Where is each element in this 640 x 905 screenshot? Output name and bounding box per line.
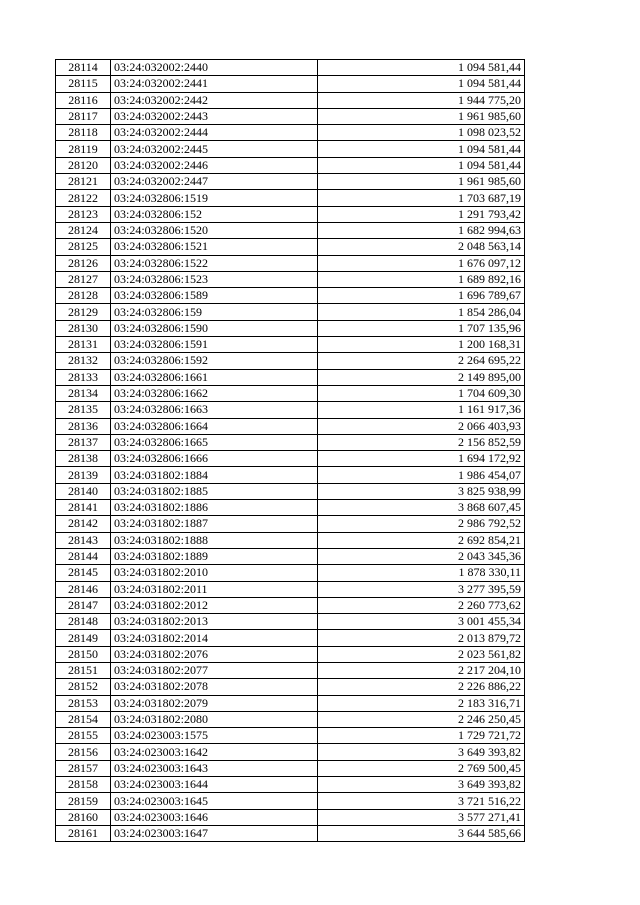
table-row (56, 483, 525, 499)
cadastral-value-cell: 2 246 250,45 (318, 711, 525, 727)
row-number-cell: 28130 (56, 320, 111, 336)
cadastral-value-cell: 1 729 721,72 (318, 728, 525, 744)
table-row (56, 60, 525, 76)
table-row (56, 402, 525, 418)
cadastral-value-cell: 3 868 607,45 (318, 500, 525, 516)
cadastral-number-cell: 03:24:032002:2446 (111, 157, 318, 173)
table-row (56, 809, 525, 825)
cadastral-number-cell: 03:24:031802:1885 (111, 483, 318, 499)
table-row (56, 679, 525, 695)
table-row (56, 825, 525, 841)
cadastral-number-cell: 03:24:032806:1661 (111, 369, 318, 385)
table-row (56, 467, 525, 483)
cadastral-number-cell: 03:24:031802:2079 (111, 695, 318, 711)
cadastral-value-cell: 2 183 316,71 (318, 695, 525, 711)
cadastral-value-cell: 2 023 561,82 (318, 646, 525, 662)
table-row (56, 565, 525, 581)
cadastral-number-cell: 03:24:031802:2080 (111, 711, 318, 727)
row-number-cell: 28149 (56, 630, 111, 646)
table-row (56, 418, 525, 434)
cadastral-number-cell: 03:24:031802:1889 (111, 548, 318, 564)
cadastral-number-cell: 03:24:032806:1662 (111, 385, 318, 401)
row-number-cell: 28157 (56, 760, 111, 776)
cadastral-number-cell: 03:24:031802:2012 (111, 597, 318, 613)
row-number-cell: 28133 (56, 369, 111, 385)
data-table (55, 59, 525, 842)
cadastral-value-cell: 1 694 172,92 (318, 451, 525, 467)
cadastral-value-cell: 1 676 097,12 (318, 255, 525, 271)
cadastral-number-cell: 03:24:032002:2441 (111, 76, 318, 92)
row-number-cell: 28151 (56, 662, 111, 678)
table-row (56, 141, 525, 157)
table-row (56, 222, 525, 238)
cadastral-number-cell: 03:24:032806:1521 (111, 239, 318, 255)
table-row (56, 369, 525, 385)
cadastral-number-cell: 03:24:032806:152 (111, 206, 318, 222)
table-row (56, 516, 525, 532)
cadastral-number-cell: 03:24:031802:2076 (111, 646, 318, 662)
cadastral-value-cell: 1 986 454,07 (318, 467, 525, 483)
row-number-cell: 28115 (56, 76, 111, 92)
cadastral-number-cell: 03:24:032806:1522 (111, 255, 318, 271)
row-number-cell: 28148 (56, 614, 111, 630)
row-number-cell: 28120 (56, 157, 111, 173)
cadastral-value-cell: 3 649 393,82 (318, 744, 525, 760)
cadastral-number-cell: 03:24:031802:2014 (111, 630, 318, 646)
cadastral-number-cell: 03:24:032002:2444 (111, 125, 318, 141)
cadastral-value-cell: 2 986 792,52 (318, 516, 525, 532)
row-number-cell: 28150 (56, 646, 111, 662)
row-number-cell: 28160 (56, 809, 111, 825)
row-number-cell: 28143 (56, 532, 111, 548)
table-row (56, 320, 525, 336)
row-number-cell: 28128 (56, 288, 111, 304)
row-number-cell: 28146 (56, 581, 111, 597)
cadastral-value-cell: 2 066 403,93 (318, 418, 525, 434)
row-number-cell: 28147 (56, 597, 111, 613)
table-row (56, 500, 525, 516)
cadastral-value-cell: 3 001 455,34 (318, 614, 525, 630)
cadastral-value-cell: 1 094 581,44 (318, 141, 525, 157)
cadastral-value-cell: 1 161 917,36 (318, 402, 525, 418)
cadastral-number-cell: 03:24:031802:1887 (111, 516, 318, 532)
row-number-cell: 28136 (56, 418, 111, 434)
row-number-cell: 28144 (56, 548, 111, 564)
row-number-cell: 28154 (56, 711, 111, 727)
cadastral-number-cell: 03:24:032806:1523 (111, 271, 318, 287)
table-row (56, 157, 525, 173)
cadastral-value-cell: 1 682 994,63 (318, 222, 525, 238)
cadastral-value-cell: 2 149 895,00 (318, 369, 525, 385)
table-row (56, 711, 525, 727)
cadastral-number-cell: 03:24:031802:2078 (111, 679, 318, 695)
cadastral-value-cell: 2 226 886,22 (318, 679, 525, 695)
cadastral-value-cell: 1 094 581,44 (318, 60, 525, 76)
cadastral-value-cell: 1 696 789,67 (318, 288, 525, 304)
row-number-cell: 28131 (56, 337, 111, 353)
cadastral-value-cell: 1 704 609,30 (318, 385, 525, 401)
cadastral-value-cell: 1 094 581,44 (318, 76, 525, 92)
table-row (56, 108, 525, 124)
cadastral-number-cell: 03:24:032806:1590 (111, 320, 318, 336)
table-row (56, 695, 525, 711)
row-number-cell: 28159 (56, 793, 111, 809)
cadastral-number-cell: 03:24:023003:1642 (111, 744, 318, 760)
cadastral-value-cell: 2 043 345,36 (318, 548, 525, 564)
row-number-cell: 28153 (56, 695, 111, 711)
cadastral-number-cell: 03:24:023003:1643 (111, 760, 318, 776)
table-row (56, 206, 525, 222)
cadastral-number-cell: 03:24:032002:2442 (111, 92, 318, 108)
cadastral-value-cell: 1 689 892,16 (318, 271, 525, 287)
cadastral-value-cell: 3 825 938,99 (318, 483, 525, 499)
table-row (56, 190, 525, 206)
cadastral-number-cell: 03:24:023003:1575 (111, 728, 318, 744)
table-row (56, 337, 525, 353)
cadastral-value-cell: 1 961 985,60 (318, 108, 525, 124)
cadastral-number-cell: 03:24:032806:1519 (111, 190, 318, 206)
cadastral-value-cell: 1 878 330,11 (318, 565, 525, 581)
row-number-cell: 28121 (56, 174, 111, 190)
row-number-cell: 28117 (56, 108, 111, 124)
table-row (56, 353, 525, 369)
row-number-cell: 28155 (56, 728, 111, 744)
table-row (56, 92, 525, 108)
cadastral-value-cell: 1 707 135,96 (318, 320, 525, 336)
row-number-cell: 28161 (56, 825, 111, 841)
cadastral-value-cell: 1 291 793,42 (318, 206, 525, 222)
cadastral-number-cell: 03:24:031802:2010 (111, 565, 318, 581)
table-row (56, 76, 525, 92)
table-row (56, 760, 525, 776)
cadastral-number-cell: 03:24:023003:1645 (111, 793, 318, 809)
row-number-cell: 28125 (56, 239, 111, 255)
table-row (56, 532, 525, 548)
row-number-cell: 28141 (56, 500, 111, 516)
cadastral-value-cell: 1 094 581,44 (318, 157, 525, 173)
table-row (56, 451, 525, 467)
cadastral-value-cell: 2 217 204,10 (318, 662, 525, 678)
cadastral-value-cell: 3 649 393,82 (318, 777, 525, 793)
table-row (56, 728, 525, 744)
table-row (56, 630, 525, 646)
cadastral-number-cell: 03:24:032002:2443 (111, 108, 318, 124)
table-row (56, 548, 525, 564)
table-row (56, 793, 525, 809)
table-row (56, 777, 525, 793)
cadastral-value-cell: 1 961 985,60 (318, 174, 525, 190)
cadastral-value-cell: 3 644 585,66 (318, 825, 525, 841)
table-row (56, 662, 525, 678)
cadastral-value-cell: 2 769 500,45 (318, 760, 525, 776)
cadastral-value-cell: 2 048 563,14 (318, 239, 525, 255)
table-row (56, 614, 525, 630)
cadastral-value-cell: 2 260 773,62 (318, 597, 525, 613)
cadastral-value-cell: 3 577 271,41 (318, 809, 525, 825)
cadastral-value-cell: 2 156 852,59 (318, 434, 525, 450)
cadastral-number-cell: 03:24:031802:1888 (111, 532, 318, 548)
cadastral-number-cell: 03:24:032002:2447 (111, 174, 318, 190)
row-number-cell: 28127 (56, 271, 111, 287)
cadastral-value-cell: 2 264 695,22 (318, 353, 525, 369)
row-number-cell: 28134 (56, 385, 111, 401)
cadastral-number-cell: 03:24:031802:2011 (111, 581, 318, 597)
cadastral-number-cell: 03:24:032806:1665 (111, 434, 318, 450)
cadastral-number-cell: 03:24:032806:1664 (111, 418, 318, 434)
cadastral-value-cell: 1 200 168,31 (318, 337, 525, 353)
cadastral-number-cell: 03:24:032806:159 (111, 304, 318, 320)
row-number-cell: 28129 (56, 304, 111, 320)
table-row (56, 271, 525, 287)
cadastral-number-cell: 03:24:032806:1666 (111, 451, 318, 467)
cadastral-value-cell: 1 944 775,20 (318, 92, 525, 108)
row-number-cell: 28132 (56, 353, 111, 369)
row-number-cell: 28145 (56, 565, 111, 581)
table-row (56, 125, 525, 141)
cadastral-number-cell: 03:24:032806:1591 (111, 337, 318, 353)
row-number-cell: 28138 (56, 451, 111, 467)
table-row (56, 174, 525, 190)
table-row (56, 288, 525, 304)
row-number-cell: 28124 (56, 222, 111, 238)
table-body (56, 60, 525, 842)
row-number-cell: 28142 (56, 516, 111, 532)
cadastral-number-cell: 03:24:031802:1884 (111, 467, 318, 483)
row-number-cell: 28158 (56, 777, 111, 793)
row-number-cell: 28116 (56, 92, 111, 108)
cadastral-value-cell: 1 854 286,04 (318, 304, 525, 320)
cadastral-value-cell: 2 013 879,72 (318, 630, 525, 646)
table-row (56, 581, 525, 597)
row-number-cell: 28135 (56, 402, 111, 418)
cadastral-number-cell: 03:24:023003:1646 (111, 809, 318, 825)
row-number-cell: 28156 (56, 744, 111, 760)
cadastral-value-cell: 1 703 687,19 (318, 190, 525, 206)
cadastral-value-cell: 3 277 395,59 (318, 581, 525, 597)
row-number-cell: 28122 (56, 190, 111, 206)
cadastral-number-cell: 03:24:032002:2445 (111, 141, 318, 157)
table-row (56, 304, 525, 320)
row-number-cell: 28152 (56, 679, 111, 695)
table-row (56, 744, 525, 760)
cadastral-value-cell: 1 098 023,52 (318, 125, 525, 141)
row-number-cell: 28126 (56, 255, 111, 271)
row-number-cell: 28137 (56, 434, 111, 450)
row-number-cell: 28119 (56, 141, 111, 157)
row-number-cell: 28123 (56, 206, 111, 222)
cadastral-number-cell: 03:24:023003:1644 (111, 777, 318, 793)
row-number-cell: 28118 (56, 125, 111, 141)
table-row (56, 385, 525, 401)
cadastral-number-cell: 03:24:032806:1592 (111, 353, 318, 369)
row-number-cell: 28139 (56, 467, 111, 483)
cadastral-number-cell: 03:24:032002:2440 (111, 60, 318, 76)
cadastral-number-cell: 03:24:031802:2013 (111, 614, 318, 630)
cadastral-number-cell: 03:24:032806:1663 (111, 402, 318, 418)
cadastral-number-cell: 03:24:031802:1886 (111, 500, 318, 516)
cadastral-number-cell: 03:24:031802:2077 (111, 662, 318, 678)
table-row (56, 646, 525, 662)
cadastral-number-cell: 03:24:032806:1520 (111, 222, 318, 238)
table-row (56, 597, 525, 613)
cadastral-value-cell: 2 692 854,21 (318, 532, 525, 548)
row-number-cell: 28140 (56, 483, 111, 499)
table-row (56, 255, 525, 271)
cadastral-value-cell: 3 721 516,22 (318, 793, 525, 809)
cadastral-number-cell: 03:24:032806:1589 (111, 288, 318, 304)
table-row (56, 434, 525, 450)
cadastral-number-cell: 03:24:023003:1647 (111, 825, 318, 841)
row-number-cell: 28114 (56, 60, 111, 76)
table-row (56, 239, 525, 255)
